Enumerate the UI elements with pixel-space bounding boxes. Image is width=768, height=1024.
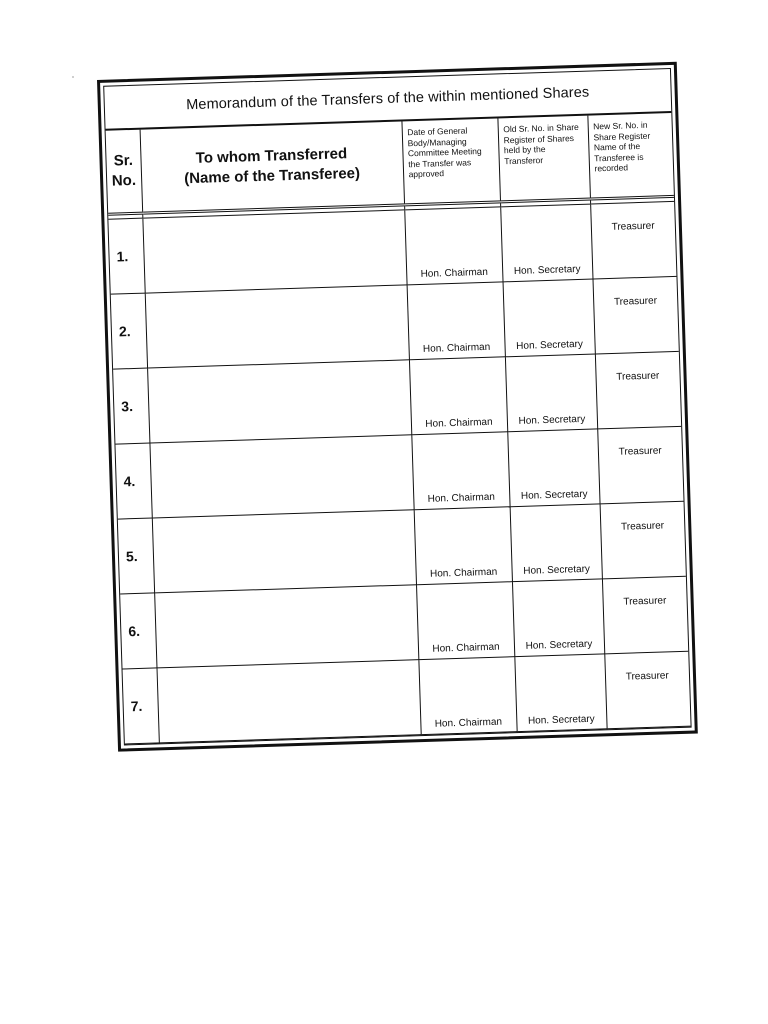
transferee-name-cell	[145, 285, 409, 368]
chairman-signature-cell: Hon. Chairman	[416, 582, 514, 660]
chairman-signature-cell: Hon. Chairman	[411, 432, 509, 510]
header-transferee-line1: To whom Transferred	[195, 145, 348, 167]
scan-speck	[72, 76, 74, 78]
header-sr-line1: Sr.	[113, 151, 134, 170]
secretary-signature-cell: Hon. Secretary	[500, 204, 592, 282]
share-transfer-memorandum	[97, 62, 698, 752]
chairman-signature-cell: Hon. Chairman	[407, 282, 505, 360]
secretary-signature-cell: Hon. Secretary	[514, 654, 606, 732]
secretary-signature-cell: Hon. Secretary	[512, 579, 604, 657]
form-inner-border	[103, 68, 691, 746]
header-old-sr-no: Old Sr. No. in Share Register of Shares held by the Transferor	[497, 116, 590, 202]
row-number: 4.	[115, 443, 151, 519]
treasurer-signature-cell: Treasurer	[604, 651, 690, 729]
transferee-name-cell	[154, 585, 418, 668]
secretary-signature-cell: Hon. Secretary	[503, 279, 595, 357]
secretary-signature-cell: Hon. Secretary	[505, 354, 597, 432]
treasurer-signature-cell: Treasurer	[597, 426, 683, 504]
row-number: 7.	[123, 668, 159, 744]
treasurer-signature-cell: Treasurer	[595, 351, 681, 429]
treasurer-signature-cell: Treasurer	[602, 576, 688, 654]
header-sr-no	[106, 130, 143, 215]
transferee-name-cell	[147, 360, 411, 443]
header-sr-line2: No.	[111, 171, 137, 190]
secretary-signature-cell: Hon. Secretary	[510, 504, 602, 582]
chairman-signature-cell: Hon. Chairman	[404, 207, 502, 285]
row-number: 6.	[120, 593, 156, 669]
treasurer-signature-cell: Treasurer	[600, 501, 686, 579]
form-title: Memorandum of the Transfers of the within mentioned Shares	[104, 69, 671, 131]
transferee-name-cell	[152, 510, 416, 593]
treasurer-signature-cell: Treasurer	[590, 201, 676, 279]
transferee-name-cell	[156, 660, 420, 743]
form-outer-border	[97, 62, 698, 752]
chairman-signature-cell: Hon. Chairman	[409, 357, 507, 435]
header-transferee-line2: (Name of the Transferee)	[183, 164, 361, 188]
transfers-table	[106, 113, 691, 744]
row-number: 3.	[113, 368, 149, 444]
chairman-signature-cell: Hon. Chairman	[414, 507, 512, 585]
transferee-name-cell	[142, 210, 406, 293]
row-number: 1.	[108, 218, 144, 294]
secretary-signature-cell: Hon. Secretary	[507, 429, 599, 507]
row-number: 2.	[111, 293, 147, 369]
transferee-name-cell	[149, 435, 413, 518]
header-date-approved: Date of General Body/Managing Committee Meeting the Transfer was approved	[401, 118, 500, 204]
treasurer-signature-cell: Treasurer	[592, 276, 678, 354]
header-transferee	[140, 121, 404, 213]
chairman-signature-cell: Hon. Chairman	[418, 657, 516, 735]
row-number: 5.	[118, 518, 154, 594]
header-new-sr-no: New Sr. No. in Share Register Name of the Transferee is recorded	[587, 113, 674, 199]
